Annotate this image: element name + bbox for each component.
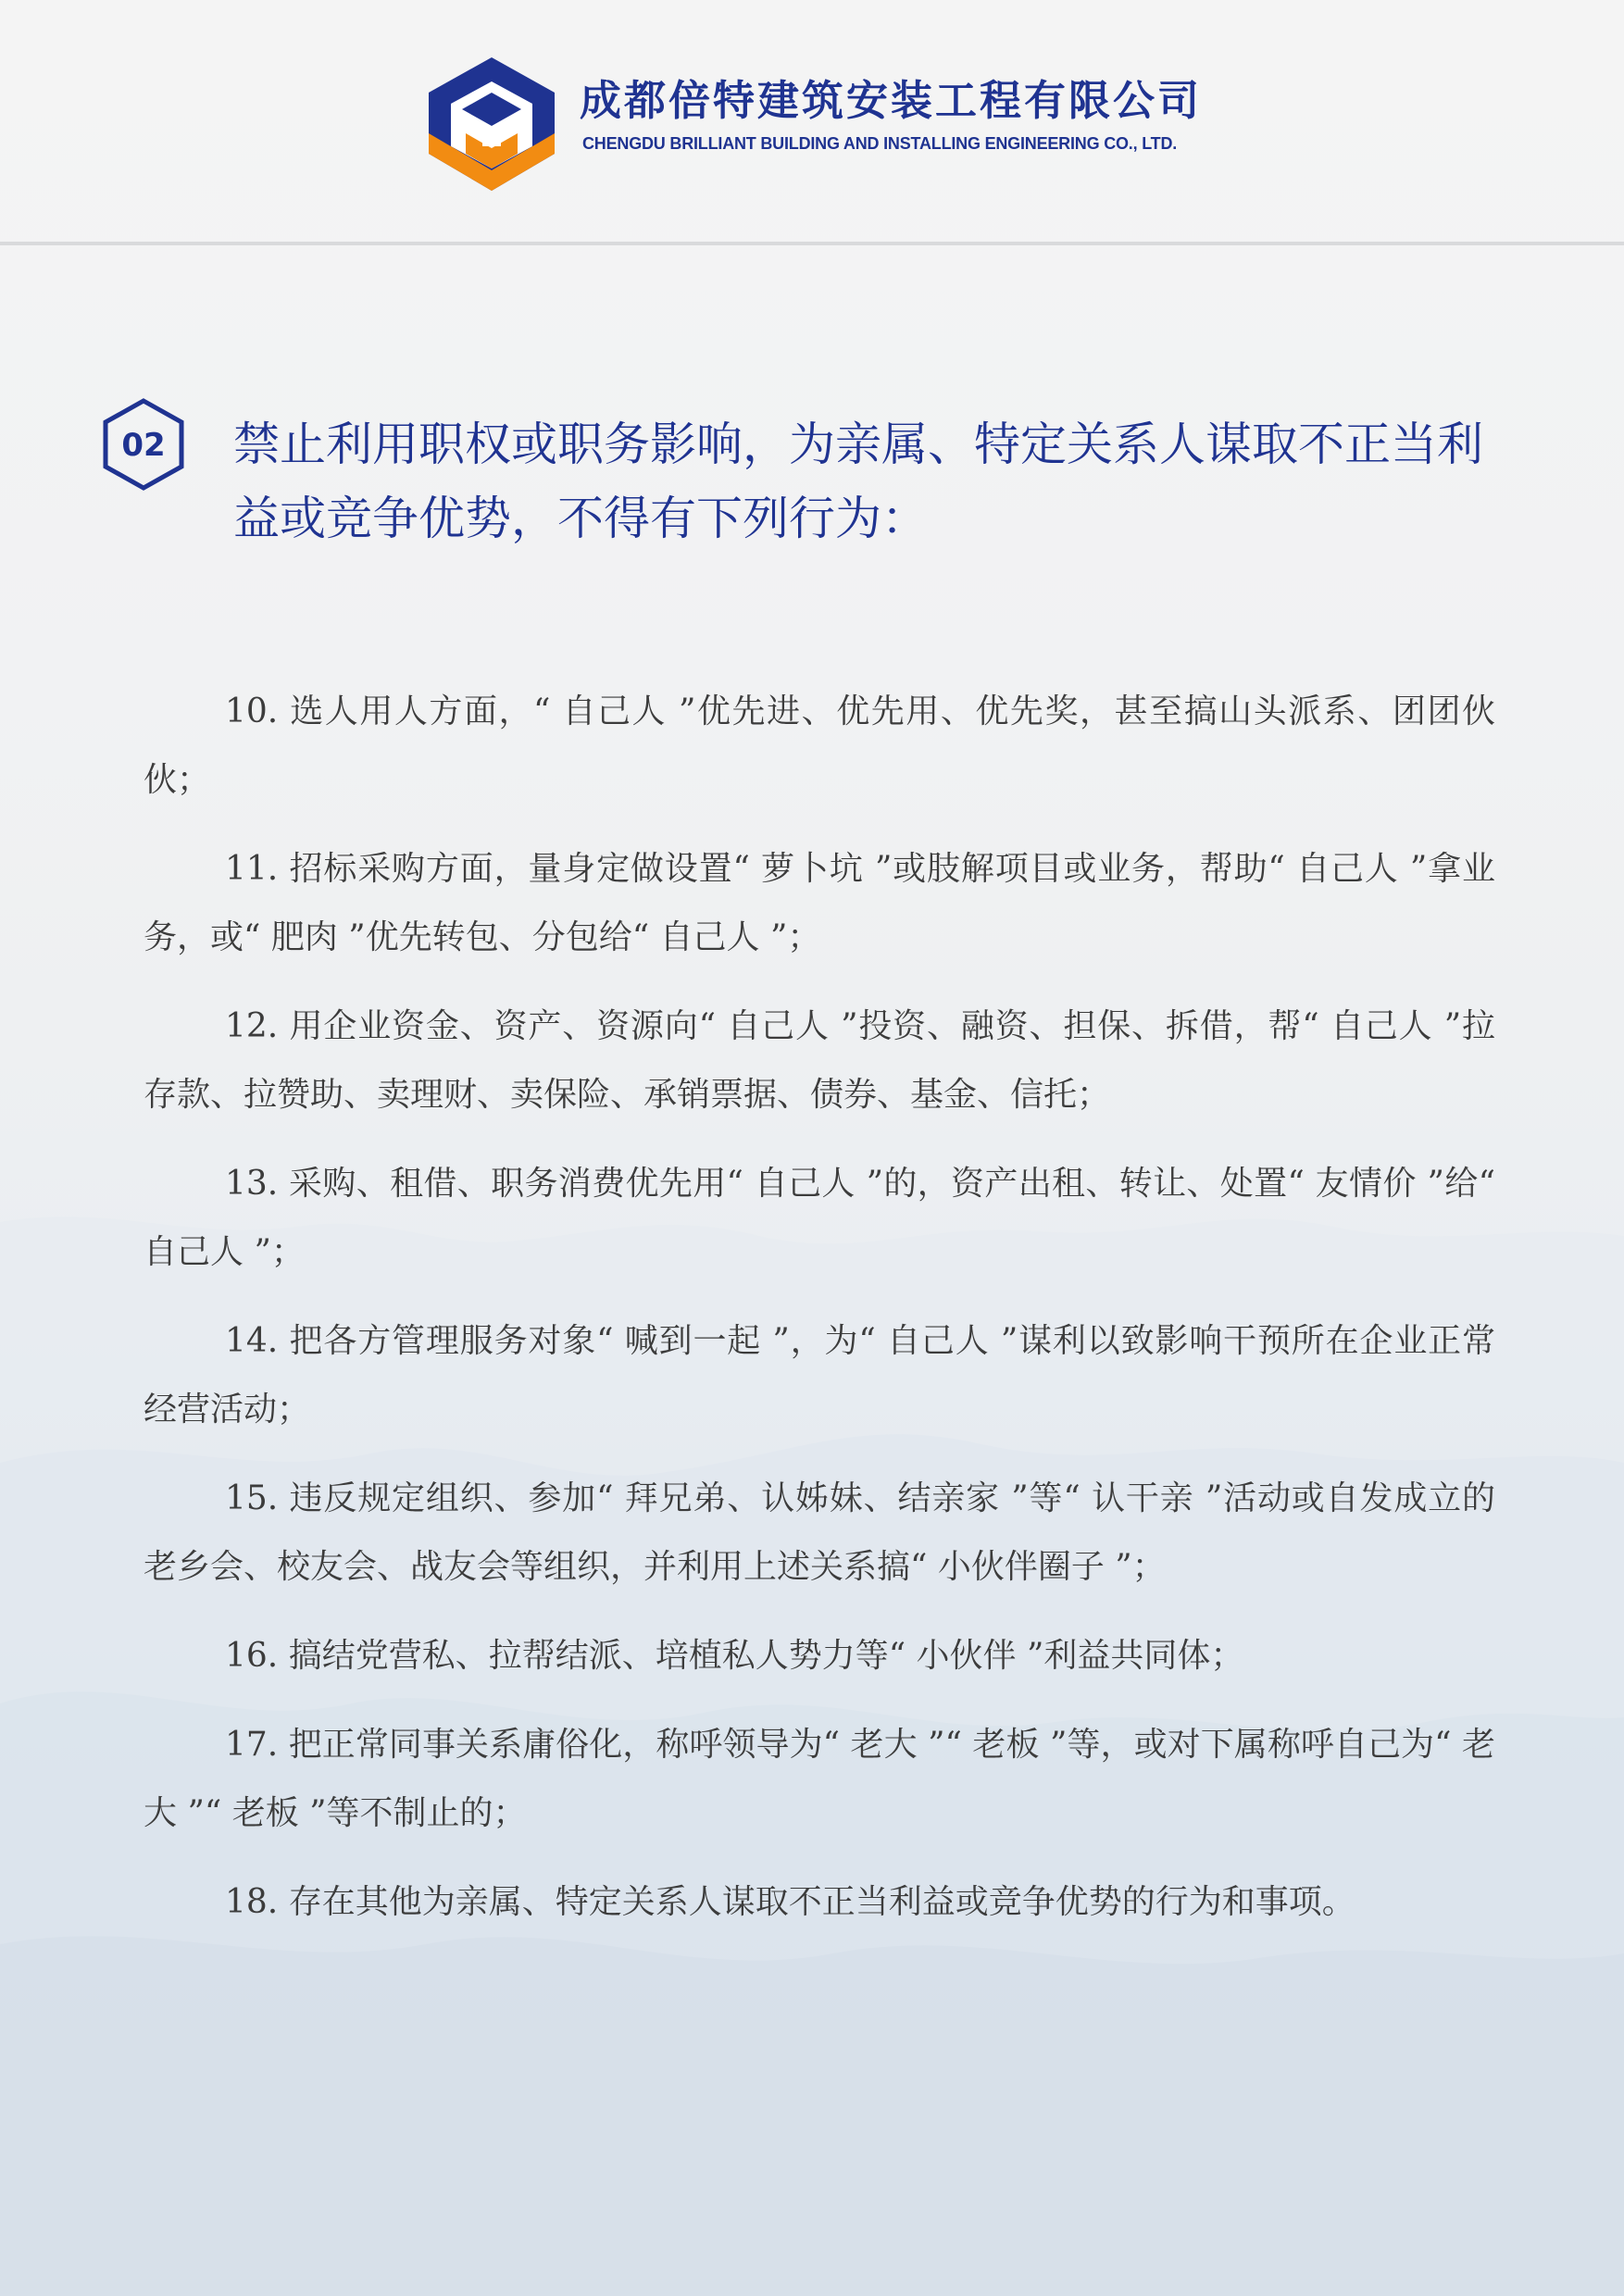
clause-item: 15. 违反规定组织、参加“ 拜兄弟、认姊妹、结亲家 ”等“ 认干亲 ”活动或自发成立的老乡会、校友会、战友会等组织，并利用上述关系搞“ 小伙伴圈子 ”；	[144, 1479, 1495, 1586]
company-name-chinese: 成都倍特建筑安装工程有限公司	[580, 76, 1203, 125]
section-number-badge	[102, 398, 185, 491]
clause-item: 14. 把各方管理服务对象“ 喊到一起 ”，为“ 自己人 ”谋利以致影响干预所在企业正常经营活动；	[144, 1322, 1495, 1429]
clause-item: 10. 选人用人方面，“ 自己人 ”优先进、优先用、优先奖，甚至搞山头派系、团团伙伙；	[144, 693, 1495, 799]
company-name-english: CHENGDU BRILLIANT BUILDING AND INSTALLING ENGINEERING CO., LTD.	[582, 134, 1178, 153]
clause-item: 11. 招标采购方面，量身定做设置“ 萝卜坑 ”或肢解项目或业务，帮助“ 自己人 ”拿业务，或“ 肥肉 ”优先转包、分包给“ 自己人 ”；	[144, 850, 1495, 956]
clause-item: 16. 搞结党营私、拉帮结派、培植私人势力等“ 小伙伴 ”利益共同体；	[225, 1637, 1244, 1675]
header-divider	[0, 242, 1624, 245]
clause-item: 18. 存在其他为亲属、特定关系人谋取不正当利益或竞争优势的行为和事项。	[225, 1883, 1355, 1921]
clause-item: 12. 用企业资金、资产、资源向“ 自己人 ”投资、融资、担保、拆借，帮“ 自己人 ”拉存款、拉赞助、卖理财、卖保险、承销票据、债券、基金、信托；	[144, 1007, 1495, 1114]
clause-item: 17. 把正常同事关系庸俗化，称呼领导为“ 老大 ”“ 老板 ”等，或对下属称呼自己为“ 老大 ”“ 老板 ”等不制止的；	[144, 1726, 1495, 1832]
section-title: 禁止利用职权或职务影响，为亲属、特定关系人谋取不正当利益或竞争优势，不得有下列行为：	[233, 418, 1483, 545]
company-logo-icon	[429, 57, 555, 191]
clause-list	[144, 678, 1495, 1957]
hexagon-badge-icon	[102, 398, 185, 491]
section-number: 02	[121, 427, 166, 464]
clause-item: 13. 采购、租借、职务消费优先用“ 自己人 ”的，资产出租、转让、处置“ 友情价 ”给“ 自己人 ”；	[144, 1165, 1495, 1271]
letterhead	[0, 0, 1624, 243]
